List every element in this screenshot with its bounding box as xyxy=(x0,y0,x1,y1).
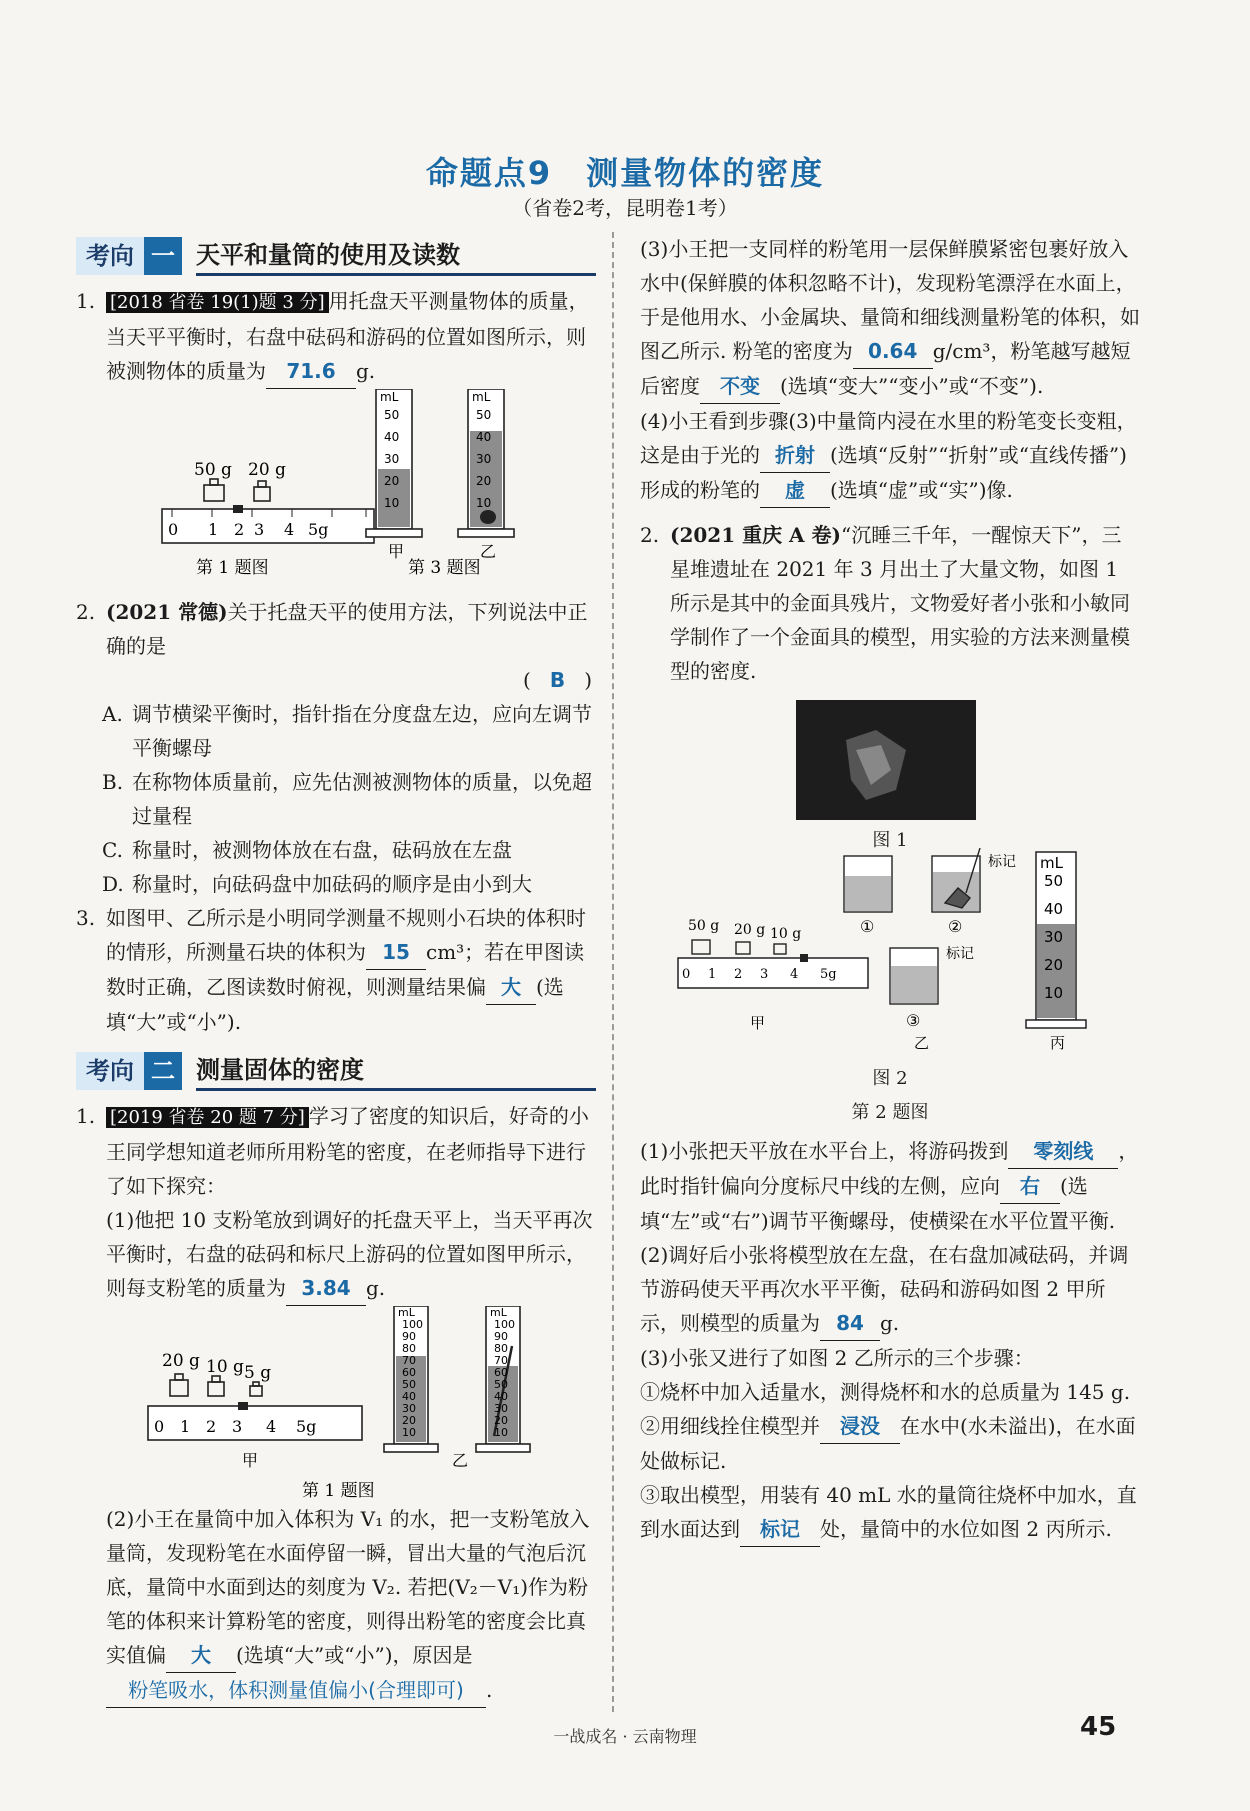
figure-caption: 第 1 题图 xyxy=(302,1481,375,1501)
step-3-1: ①烧杯中加入适量水，测得烧杯和水的总质量为 145 g. xyxy=(640,1380,1131,1404)
rider xyxy=(238,1402,248,1410)
figure-caption: 图 1 xyxy=(872,830,908,851)
svg-text:1: 1 xyxy=(208,520,219,539)
svg-text:50: 50 xyxy=(476,408,492,422)
svg-text:20 g: 20 g xyxy=(162,1351,200,1371)
question-source: [2018 省卷 19(1)题 3 分] xyxy=(106,292,329,313)
part-3: (3)小王把一支同样的粉笔用一层保鲜膜紧密包裹好放入水中(保鲜膜的体积忽略不计)，发现粉笔漂浮在水面上，于是他用水、小金属块、量筒和细线测量粉笔的体积，如图乙所示. 粉笔的密度为 0.64 g/cm³，粉笔越写越短后密度 不变 (选填“变大”“变小”或“不变”). xyxy=(640,232,1140,404)
svg-text:100: 100 xyxy=(494,1318,515,1331)
svg-text:3: 3 xyxy=(760,967,769,982)
answer-blank: 粉笔吸水，体积测量值偏小(合理即可) xyxy=(106,1673,486,1708)
answer-blank: 3.84 xyxy=(286,1271,366,1306)
figure-s2-q1 xyxy=(76,1306,596,1502)
svg-text:50: 50 xyxy=(494,1378,508,1391)
svg-text:0: 0 xyxy=(682,967,691,982)
answer-blank: 0.64 xyxy=(853,334,933,369)
question-s2-1: 1. [2019 省卷 20 题 7 分] 学习了密度的知识后，好奇的小王同学想知道老师所用粉笔的密度，在老师指导下进行了如下探究： xyxy=(76,1099,596,1203)
svg-text:40: 40 xyxy=(402,1390,416,1403)
svg-text:10: 10 xyxy=(494,1426,508,1439)
column-divider xyxy=(612,232,614,1712)
svg-text:20: 20 xyxy=(476,474,492,488)
weight-label-20g: 20 g xyxy=(248,460,286,480)
svg-text:60: 60 xyxy=(494,1366,508,1379)
answer-blank: 零刻线 xyxy=(1008,1134,1118,1169)
section-tag: 考向 xyxy=(76,1052,144,1090)
svg-text:90: 90 xyxy=(494,1330,508,1343)
question-number: 3. xyxy=(76,906,96,930)
svg-text:30: 30 xyxy=(494,1402,508,1415)
svg-text:②: ② xyxy=(948,917,963,936)
question-number: 1. xyxy=(76,289,96,313)
svg-text:乙: 乙 xyxy=(452,1451,469,1470)
answer-blank: 84 xyxy=(820,1306,880,1341)
rider-ruler xyxy=(678,958,868,988)
svg-text:20: 20 xyxy=(384,474,400,488)
figure-caption: 图 2 xyxy=(872,1068,908,1089)
step-1: (1)小张把天平放在水平台上，将游码拨到 零刻线 ，此时指针偏向分度标尺中线的左侧，应向 右 (选填“左”或“右”)调节平衡螺母，使横梁在水平位置平衡. xyxy=(640,1134,1140,1238)
section-title: 测量固体的密度 xyxy=(196,1052,596,1091)
beaker-2 xyxy=(932,848,980,912)
svg-text:乙: 乙 xyxy=(914,1034,930,1052)
left-column xyxy=(76,232,596,1708)
svg-text:60: 60 xyxy=(402,1366,416,1379)
figure-2 xyxy=(640,848,1140,1062)
svg-text:①: ① xyxy=(860,917,875,936)
svg-text:80: 80 xyxy=(402,1342,416,1355)
question-3: 3. 如图甲、乙所示是小明同学测量不规则小石块的体积时的情形，所测量石块的体积为 15 cm³；若在甲图读数时正确，乙图读数时俯视，则测量结果偏 大 (选填“大”或“小”). xyxy=(76,901,596,1039)
answer-choice: B xyxy=(549,668,566,692)
step-3: (3)小张又进行了如图 2 乙所示的三个步骤： xyxy=(640,1346,1034,1370)
svg-text:50: 50 xyxy=(402,1378,416,1391)
svg-text:80: 80 xyxy=(494,1342,508,1355)
weight-label-50g: 50 g xyxy=(194,460,232,480)
rider xyxy=(800,954,808,962)
svg-text:4: 4 xyxy=(284,520,295,539)
answer-blank: 右 xyxy=(1000,1169,1060,1204)
beaker-1 xyxy=(844,856,892,912)
balance-rider-figure xyxy=(76,389,596,581)
question-source: (2021 重庆 A 卷) xyxy=(670,523,841,547)
svg-text:mL: mL xyxy=(398,1306,415,1319)
section-title: 天平和量筒的使用及读数 xyxy=(196,237,596,276)
svg-text:5g: 5g xyxy=(820,967,837,982)
svg-text:0: 0 xyxy=(154,1417,165,1436)
svg-text:20: 20 xyxy=(494,1414,508,1427)
section-header-1 xyxy=(76,236,596,276)
figure-1 xyxy=(640,688,1140,851)
figure-2-drawing xyxy=(640,848,1140,1062)
svg-text:30: 30 xyxy=(476,452,492,466)
section-header-2 xyxy=(76,1051,596,1091)
svg-text:mL: mL xyxy=(490,1306,507,1319)
option-c: C. 称量时，被测物体放在右盘，砝码放在左盘 xyxy=(102,838,512,862)
answer-blank: 折射 xyxy=(760,438,830,473)
svg-text:5g: 5g xyxy=(308,520,329,539)
svg-text:mL: mL xyxy=(380,390,399,404)
svg-text:标记: 标记 xyxy=(946,946,974,962)
question-r2: 2. (2021 重庆 A 卷)“沉睡三千年，一醒惊天下”，三星堆遗址在 2021 年 3 月出土了大量文物，如图 1 所示是其中的金面具残片，文物爱好者小张和小敏同学制作了一个金面具的模型，用实验的方法来测量模型的密度. xyxy=(640,518,1140,688)
page-title: 命题点9 测量物体的密度 xyxy=(425,154,825,192)
svg-text:50: 50 xyxy=(1044,872,1064,890)
step-3-2: ②用细线拴住模型并 浸没 在水中(水未溢出)，在水面处做标记. xyxy=(640,1409,1140,1478)
answer-blank: 不变 xyxy=(700,369,780,404)
part-4: (4)小王看到步骤(3)中量筒内浸在水里的粉笔变长变粗，这是由于光的 折射 (选填“反射”“折射”或“直线传播”)形成的粉笔的 虚 (选填“虚”或“实”)像. xyxy=(640,404,1140,508)
step-2: (2)调好后小张将模型放在左盘，在右盘加减砝码，并调节游码使天平再次水平平衡，砝码和游码如图 2 甲所示，则模型的质量为 84 g. xyxy=(640,1238,1140,1341)
rider-ruler xyxy=(162,509,374,543)
svg-text:4: 4 xyxy=(266,1417,277,1436)
svg-text:10: 10 xyxy=(384,496,400,510)
svg-text:甲: 甲 xyxy=(242,1451,259,1470)
footer-text: 一战成名 · 云南物理 xyxy=(553,1727,697,1746)
answer-blank: 浸没 xyxy=(820,1409,900,1444)
question-s2-1-part1: (1)他把 10 支粉笔放到调好的托盘天平上，当天平再次平衡时，右盘的砝码和标尺上游码的位置如图甲所示，则每支粉笔的质量为 3.84 g. xyxy=(76,1203,596,1306)
svg-text:20: 20 xyxy=(402,1414,416,1427)
svg-text:30: 30 xyxy=(402,1402,416,1415)
svg-text:4: 4 xyxy=(790,967,799,982)
svg-text:乙: 乙 xyxy=(480,542,497,561)
section-number: 二 xyxy=(144,1052,182,1090)
svg-text:5g: 5g xyxy=(296,1417,317,1436)
question-s2-1-part2: (2)小王在量筒中加入体积为 V₁ 的水，把一支粉笔放入量筒，发现粉笔在水面停留一瞬，冒出大量的气泡后沉底，量筒中水面到达的刻度为 V₂. 若把(V₂－V₁)作为粉笔的体积来计算粉笔的密度，则得出粉笔的密度会比真实值偏 大 (选填“大”或“小”)，原因是 粉笔吸水，体积测量值偏小(合理即可) . xyxy=(76,1502,596,1708)
option-d: D. 称量时，向砝码盘中加砝码的顺序是由小到大 xyxy=(102,872,532,896)
step-3-3: ③取出模型，用装有 40 mL 水的量筒往烧杯中加水，直到水面达到 标记 处，量筒中的水位如图 2 丙所示. xyxy=(640,1478,1140,1547)
answer-paren: ( B ) xyxy=(522,668,592,692)
answer-blank: 大 xyxy=(486,970,536,1005)
svg-text:1: 1 xyxy=(708,967,717,982)
svg-text:40: 40 xyxy=(476,430,492,444)
question-number: 1. xyxy=(76,1104,96,1128)
balance-cylinder-figure xyxy=(76,1306,596,1502)
option-b: B. 在称物体质量前，应先估测被测物体的质量，以免超过量程 xyxy=(102,770,592,828)
question-source: (2021 常德) xyxy=(106,600,228,624)
svg-text:甲: 甲 xyxy=(750,1014,766,1032)
svg-text:1: 1 xyxy=(180,1417,191,1436)
svg-text:30: 30 xyxy=(384,452,400,466)
svg-text:mL: mL xyxy=(1040,854,1063,872)
svg-text:10: 10 xyxy=(402,1426,416,1439)
weight-icon xyxy=(692,940,786,954)
beaker-3 xyxy=(890,948,938,1004)
question-number: 2. xyxy=(76,600,96,624)
svg-text:10 g: 10 g xyxy=(770,926,802,942)
svg-text:mL: mL xyxy=(472,390,491,404)
svg-text:0: 0 xyxy=(168,520,179,539)
figure-caption: 第 1 题图 xyxy=(196,558,269,578)
svg-text:70: 70 xyxy=(402,1354,416,1367)
answer-blank: 15 xyxy=(366,935,426,970)
svg-text:50: 50 xyxy=(384,408,400,422)
question-text: 关于托盘天平的使用方法，下列说法中正确的是 xyxy=(106,600,588,658)
svg-text:2: 2 xyxy=(206,1417,217,1436)
question-number: 2. xyxy=(640,523,660,547)
rider xyxy=(233,505,243,513)
answer-blank: 标记 xyxy=(740,1512,820,1547)
question-source: [2019 省卷 20 题 7 分] xyxy=(106,1107,309,1128)
unit: g. xyxy=(356,359,376,383)
svg-text:2: 2 xyxy=(234,520,245,539)
page-number: 45 xyxy=(1080,1712,1117,1742)
answer-blank: 虚 xyxy=(760,473,830,508)
stone xyxy=(480,510,496,524)
answer-blank: 71.6 xyxy=(266,354,356,389)
section-number: 一 xyxy=(144,237,182,275)
svg-text:90: 90 xyxy=(402,1330,416,1343)
svg-text:40: 40 xyxy=(494,1390,508,1403)
svg-text:丙: 丙 xyxy=(1050,1034,1066,1052)
section-tag: 考向 xyxy=(76,237,144,275)
svg-text:20: 20 xyxy=(1044,956,1064,974)
svg-text:50 g: 50 g xyxy=(688,918,720,934)
svg-text:10: 10 xyxy=(1044,984,1064,1002)
svg-text:70: 70 xyxy=(494,1354,508,1367)
svg-text:40: 40 xyxy=(384,430,400,444)
right-column xyxy=(640,232,1140,1547)
gold-mask-photo xyxy=(796,700,976,820)
question-2 xyxy=(76,595,596,697)
figure-caption: 第 3 题图 xyxy=(408,558,481,578)
weight-icon xyxy=(204,479,270,501)
option-a: A. 调节横梁平衡时，指针指在分度盘左边，应向左调节平衡螺母 xyxy=(102,702,592,760)
svg-text:甲: 甲 xyxy=(388,542,405,561)
svg-text:30: 30 xyxy=(1044,928,1064,946)
svg-text:标记: 标记 xyxy=(988,854,1016,870)
figure-caption: 第 2 题图 xyxy=(851,1102,929,1123)
question-text: 用托盘天平测量物体的质量，当天平平衡时，右盘中砝码和游码的位置如图所示，则被测物体的质量为 xyxy=(106,289,589,383)
svg-text:3: 3 xyxy=(254,520,265,539)
figure-row-q1-q3 xyxy=(76,389,596,581)
svg-text:5 g: 5 g xyxy=(244,1363,272,1383)
question-1 xyxy=(76,284,596,389)
svg-text:10 g: 10 g xyxy=(206,1357,244,1377)
svg-text:10: 10 xyxy=(476,496,492,510)
svg-text:100: 100 xyxy=(402,1318,423,1331)
svg-text:2: 2 xyxy=(734,967,743,982)
page-subtitle: （省卷2考，昆明卷1考） xyxy=(512,196,738,220)
svg-text:40: 40 xyxy=(1044,900,1064,918)
svg-text:20 g: 20 g xyxy=(734,922,766,938)
svg-text:3: 3 xyxy=(232,1417,243,1436)
svg-text:③: ③ xyxy=(906,1011,921,1030)
answer-blank: 大 xyxy=(166,1638,236,1673)
